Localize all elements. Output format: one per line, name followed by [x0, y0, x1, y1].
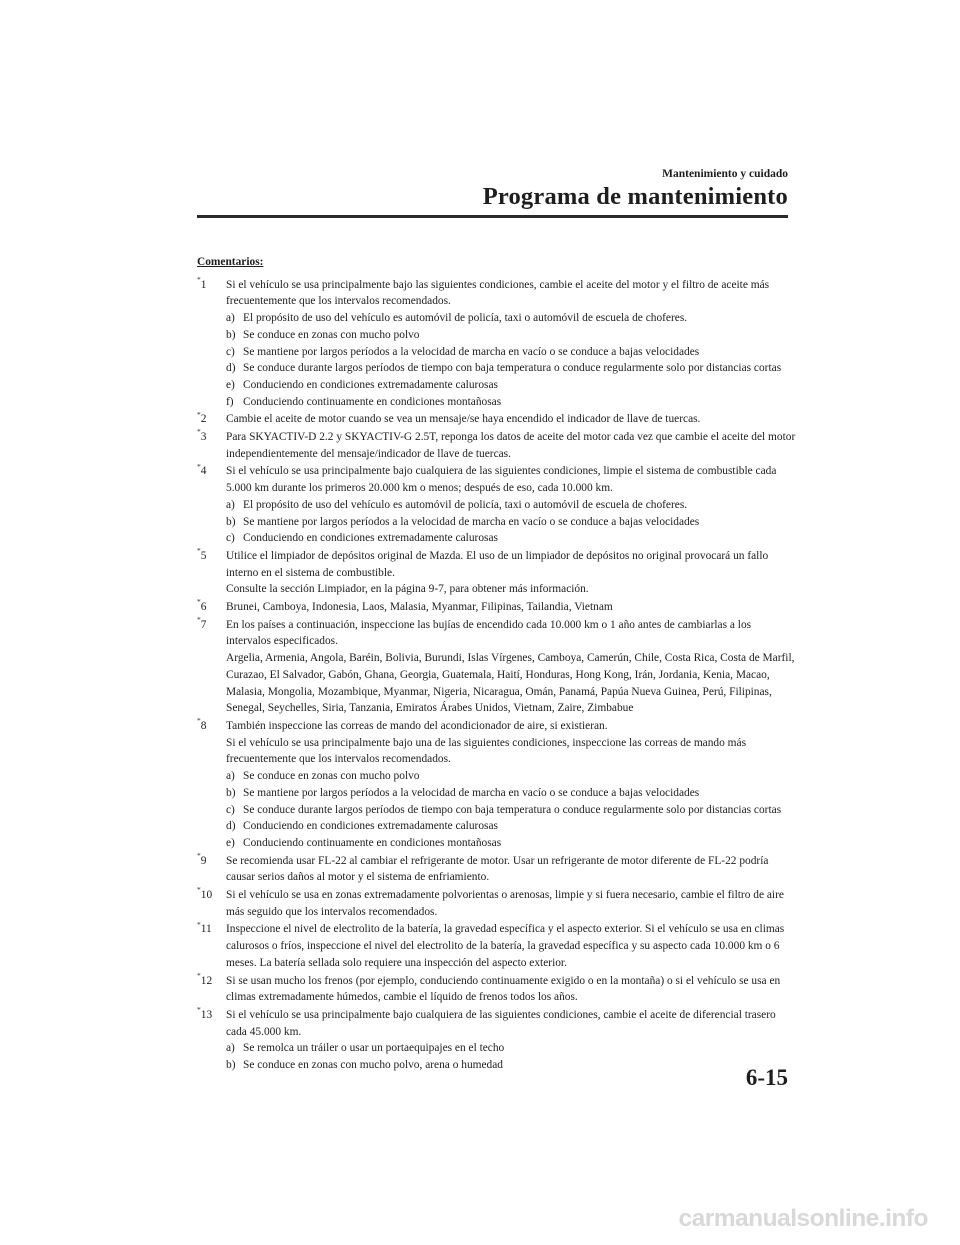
- footnote-number: 7: [200, 618, 207, 631]
- footnote-number: 5: [200, 549, 207, 562]
- asterisk-mark: *: [197, 614, 201, 624]
- footnote-item: [197, 548, 797, 598]
- condition-item: [226, 768, 797, 785]
- footnote-number: 11: [200, 923, 212, 936]
- footnote-marker: [197, 429, 226, 462]
- footnote-marker: [197, 411, 226, 428]
- footnote-body: [226, 277, 797, 411]
- footnote-number: 13: [200, 1008, 213, 1021]
- footnote-item: [197, 614, 797, 717]
- condition-letter: b): [226, 515, 236, 528]
- condition-letter: a): [226, 498, 235, 511]
- condition-item: [226, 497, 797, 514]
- footnote-marker: [197, 599, 226, 616]
- footnote-marker: [197, 274, 226, 411]
- asterisk-mark: *: [197, 274, 201, 284]
- condition-letter: b): [226, 786, 236, 799]
- condition-text: Se conduce durante largos períodos de tiempo con baja temperatura o conduce regularmente solo por distancias cortas: [243, 803, 782, 816]
- asterisk-mark: *: [197, 885, 201, 895]
- footnote-marker: [197, 614, 226, 717]
- footnote-paragraph: Si se usan mucho los frenos (por ejemplo, conduciendo continuamente exigido o en la montaña) o si el vehículo se usa en climas extremadamente húmedos, cambie el líquido de frenos todos los años.: [226, 974, 781, 1004]
- asterisk-mark: *: [197, 427, 201, 437]
- footnote-body: [226, 973, 797, 1006]
- asterisk-mark: *: [197, 409, 201, 419]
- footnote-body: [226, 429, 797, 462]
- footnote-number: 12: [200, 974, 213, 987]
- footnote-paragraph: Utilice el limpiador de depósitos original de Mazda. El uso de un limpiador de depósitos no original provocará un fallo interno en el sistema de combustible.: [226, 549, 769, 579]
- notes-list: [197, 274, 797, 1074]
- page-number: 6-15: [745, 1065, 788, 1090]
- footnote-paragraph: Si el vehículo se usa principalmente bajo una de las siguientes condiciones, inspeccione las correas de mando más frecuentemente que los intervalos recomendados.: [226, 736, 747, 766]
- condition-letter: d): [226, 820, 236, 833]
- footnote-body: [226, 548, 797, 598]
- footnote-body: [226, 1007, 797, 1074]
- footnote-item: [197, 1007, 797, 1074]
- condition-item: [226, 360, 797, 377]
- footnote-marker: [197, 463, 226, 547]
- condition-text: Conduciendo continuamente en condiciones montañosas: [243, 836, 502, 849]
- condition-item: [226, 818, 797, 835]
- condition-letter: b): [226, 1059, 236, 1072]
- footnote-number: 10: [200, 889, 213, 902]
- condition-item: [226, 785, 797, 802]
- footnote-paragraph: Se recomienda usar FL-22 al cambiar el refrigerante de motor. Usar un refrigerante de motor diferente de FL-22 podría causar serios daños al motor y el sistema de enfriamiento.: [226, 854, 769, 884]
- footnote-paragraph: Si el vehículo se usa principalmente bajo cualquiera de las siguientes condiciones, limpie el sistema de combustible cada 5.000 km durante los primeros 20.000 km o menos; después de eso, cada 10.000 km.: [226, 465, 777, 495]
- footnote-item: [197, 850, 797, 886]
- footnote-paragraph: Argelia, Armenia, Angola, Baréin, Bolivia, Burundi, Islas Vírgenes, Camboya, Camerún, Chile, Costa Rica, Costa de Marfil, Curazao, El Salvador, Gabón, Ghana, Georgia, Guatemala, Haití, Honduras, Hong Kong, Irán, Jordania, Kenia, Macao, Malasia, Mongolia, Mozambique, Myanmar, Nigeria, Nicaragua, Omán, Panamá, Papúa Nueva Guinea, Perú, Filipinas, Senegal, Seychelles, Siria, Tanzania, Emiratos Árabes Unidos, Vietnam, Zaire, Zimbabue: [226, 652, 795, 715]
- header-divider: [197, 215, 788, 218]
- condition-item: [226, 530, 797, 547]
- condition-text: El propósito de uso del vehículo es automóvil de policía, taxi o automóvil de escuela de choferes.: [243, 498, 688, 511]
- footnote-marker: [197, 718, 226, 852]
- footnote-marker: [197, 548, 226, 598]
- condition-item: [226, 835, 797, 852]
- condition-item: [226, 344, 797, 361]
- footnote-paragraph: Si el vehículo se usa principalmente bajo las siguientes condiciones, cambie el aceite del motor y el filtro de aceite más frecuentemente que los intervalos recomendados.: [226, 278, 770, 308]
- condition-text: Se conduce durante largos períodos de tiempo con baja temperatura o conduce regularmente solo por distancias cortas: [243, 362, 782, 375]
- footnote-body: [226, 921, 797, 971]
- footnote-item: [197, 887, 797, 920]
- comments-heading: Comentarios:: [197, 256, 264, 268]
- condition-text: Conduciendo en condiciones extremadamente calurosas: [243, 820, 498, 833]
- condition-text: Se conduce en zonas con mucho polvo, arena o humedad: [243, 1059, 503, 1072]
- condition-text: Se mantiene por largos períodos a la velocidad de marcha en vacío o se conduce a bajas velocidades: [243, 345, 700, 358]
- asterisk-mark: *: [197, 597, 201, 607]
- footnote-marker: [197, 1007, 226, 1074]
- condition-letter: e): [226, 378, 235, 391]
- footnote-number: 3: [200, 431, 207, 444]
- condition-letter: c): [226, 532, 235, 545]
- footnote-marker: [197, 887, 226, 920]
- footnote-body: [226, 599, 797, 616]
- condition-letter: f): [226, 395, 234, 408]
- footnote-number: 1: [200, 278, 207, 291]
- condition-letter: b): [226, 328, 236, 341]
- condition-text: Se conduce en zonas con mucho polvo: [243, 328, 420, 341]
- condition-text: Conduciendo en condiciones extremadamente calurosas: [243, 532, 498, 545]
- watermark-text: carmanualsonline.info: [678, 1205, 928, 1232]
- condition-text: El propósito de uso del vehículo es automóvil de policía, taxi o automóvil de escuela de choferes.: [243, 312, 688, 325]
- condition-letter: a): [226, 312, 235, 325]
- footnote-paragraph: Si el vehículo se usa principalmente bajo cualquiera de las siguientes condiciones, cambie el aceite de diferencial trasero cada 45.000 km.: [226, 1008, 776, 1038]
- footnote-body: [226, 887, 797, 920]
- section-title: Mantenimiento y cuidado: [662, 168, 788, 180]
- condition-item: [226, 327, 797, 344]
- condition-item: [226, 394, 797, 411]
- condition-item: [226, 802, 797, 819]
- footnote-paragraph: Inspeccione el nivel de electrolito de la batería, la gravedad específica y el aspecto exterior. Si el vehículo se usa en climas calurosos o fríos, inspeccione el nivel del electrolito de la batería, la gravedad específica y su aspecto cada 10.000 km o 6 meses. La batería sellada solo requiere una inspección del aspecto exterior.: [226, 923, 785, 969]
- footnote-marker: [197, 850, 226, 886]
- condition-item: [226, 310, 797, 327]
- footnote-item: [197, 921, 797, 971]
- condition-text: Conduciendo continuamente en condiciones montañosas: [243, 395, 502, 408]
- asterisk-mark: *: [197, 1005, 201, 1015]
- footnote-body: [226, 411, 797, 428]
- condition-item: [226, 514, 797, 531]
- footnote-item: [197, 970, 797, 1006]
- condition-letter: c): [226, 803, 235, 816]
- footnote-number: 6: [200, 601, 207, 614]
- footnote-item: [197, 718, 797, 852]
- footnote-number: 8: [200, 719, 207, 732]
- comments-section: [197, 254, 797, 1074]
- condition-letter: c): [226, 345, 235, 358]
- footnote-body: [226, 617, 797, 717]
- footnote-number: 9: [200, 854, 207, 867]
- condition-text: Se conduce en zonas con mucho polvo: [243, 770, 420, 783]
- condition-item: [226, 377, 797, 394]
- footnote-paragraph: Si el vehículo se usa en zonas extremadamente polvorientas o arenosas, limpie y si fuera necesario, cambie el filtro de aire más seguido que los intervalos recomendados.: [226, 889, 784, 918]
- asterisk-mark: *: [197, 716, 201, 726]
- condition-text: Se mantiene por largos períodos a la velocidad de marcha en vacío o se conduce a bajas velocidades: [243, 515, 700, 528]
- condition-item: [226, 1040, 797, 1057]
- footnote-marker: [197, 970, 226, 1006]
- asterisk-mark: *: [197, 970, 201, 980]
- footnote-body: [226, 718, 797, 852]
- condition-text: Conduciendo en condiciones extremadamente calurosas: [243, 378, 498, 391]
- page-title: Programa de mantenimiento: [482, 183, 788, 210]
- condition-letter: a): [226, 770, 235, 783]
- footnote-item: [197, 599, 797, 616]
- condition-text: Se remolca un tráiler o usar un portaequipajes en el techo: [243, 1042, 505, 1055]
- footnote-item: [197, 274, 797, 411]
- footnote-item: [197, 429, 797, 462]
- footnote-number: 4: [200, 465, 207, 478]
- asterisk-mark: *: [197, 461, 201, 471]
- footnote-item: [197, 463, 797, 547]
- asterisk-mark: *: [197, 850, 201, 860]
- footnote-body: [226, 463, 797, 547]
- footnote-item: [197, 411, 797, 428]
- footnote-paragraph: Consulte la sección Limpiador, en la página 9-7, para obtener más información.: [226, 583, 589, 596]
- footnote-paragraph: Brunei, Camboya, Indonesia, Laos, Malasia, Myanmar, Filipinas, Tailandia, Vietnam: [226, 601, 613, 614]
- condition-letter: d): [226, 362, 236, 375]
- footnote-body: [226, 853, 797, 886]
- footnote-marker: [197, 921, 226, 971]
- footnote-paragraph: En los países a continuación, inspeccione las bujías de encendido cada 10.000 km o 1 año antes de cambiarlas a los intervalos especificados.: [226, 618, 752, 648]
- footnote-number: 2: [200, 413, 207, 426]
- footnote-paragraph: Para SKYACTIV-D 2.2 y SKYACTIV-G 2.5T, reponga los datos de aceite del motor cada vez que cambie el aceite del motor independientemente del mensaje/indicador de llave de tuercas.: [226, 431, 796, 460]
- footnote-paragraph: También inspeccione las correas de mando del acondicionador de aire, si existieran.: [226, 719, 608, 732]
- condition-letter: e): [226, 836, 235, 849]
- asterisk-mark: *: [197, 546, 201, 556]
- condition-letter: a): [226, 1042, 235, 1055]
- asterisk-mark: *: [197, 919, 201, 929]
- condition-item: [226, 1057, 797, 1074]
- condition-text: Se mantiene por largos períodos a la velocidad de marcha en vacío o se conduce a bajas velocidades: [243, 786, 700, 799]
- footnote-paragraph: Cambie el aceite de motor cuando se vea un mensaje/se haya encendido el indicador de llave de tuercas.: [226, 413, 701, 426]
